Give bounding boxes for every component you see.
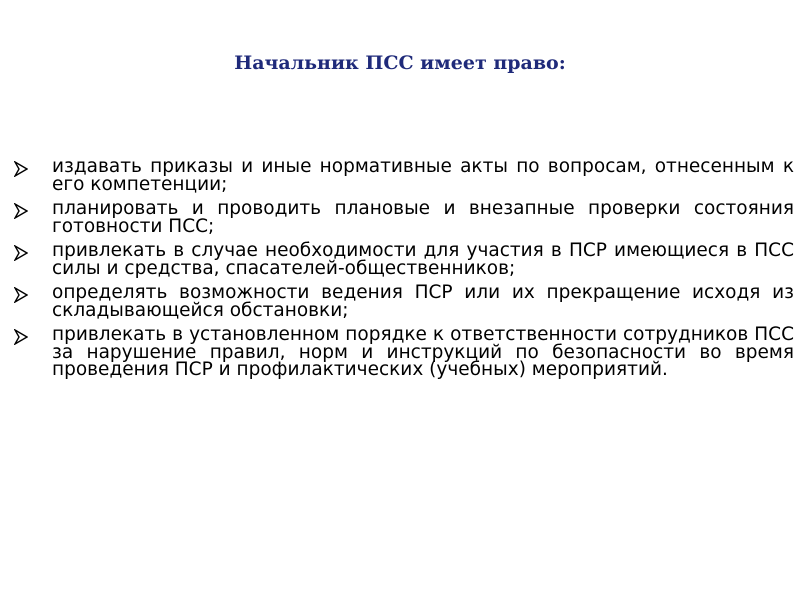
arrowhead-bullet-icon (14, 161, 28, 177)
arrowhead-bullet-icon (14, 287, 28, 303)
list-item (14, 326, 794, 379)
bullet-text: планировать и проводить плановые и внезапные проверки состояния готовности ПСС; (52, 198, 794, 237)
arrowhead-bullet-icon (14, 329, 28, 345)
slide-title: Начальник ПСС имеет право: (234, 52, 566, 74)
list-item (14, 284, 794, 319)
arrowhead-bullet-icon (14, 203, 28, 219)
list-item (14, 200, 794, 235)
list-item (14, 158, 794, 193)
list-item (14, 242, 794, 277)
bullet-list (14, 158, 794, 386)
bullet-text: привлекать в установленном порядке к ответственности сотрудников ПСС за нарушение правил, норм и инструкций по безопасности во время проведения ПСР и профилактических (учебных) мероприятий. (52, 324, 794, 380)
bullet-text: издавать приказы и иные нормативные акты по вопросам, отнесенным к его компетенции; (52, 156, 794, 195)
bullet-text: определять возможности ведения ПСР или их прекращение исходя из складывающейся обстановки; (52, 282, 794, 321)
bullet-text: привлекать в случае необходимости для участия в ПСР имеющиеся в ПСС силы и средства, спасателей-общественников; (52, 240, 794, 279)
arrowhead-bullet-icon (14, 245, 28, 261)
